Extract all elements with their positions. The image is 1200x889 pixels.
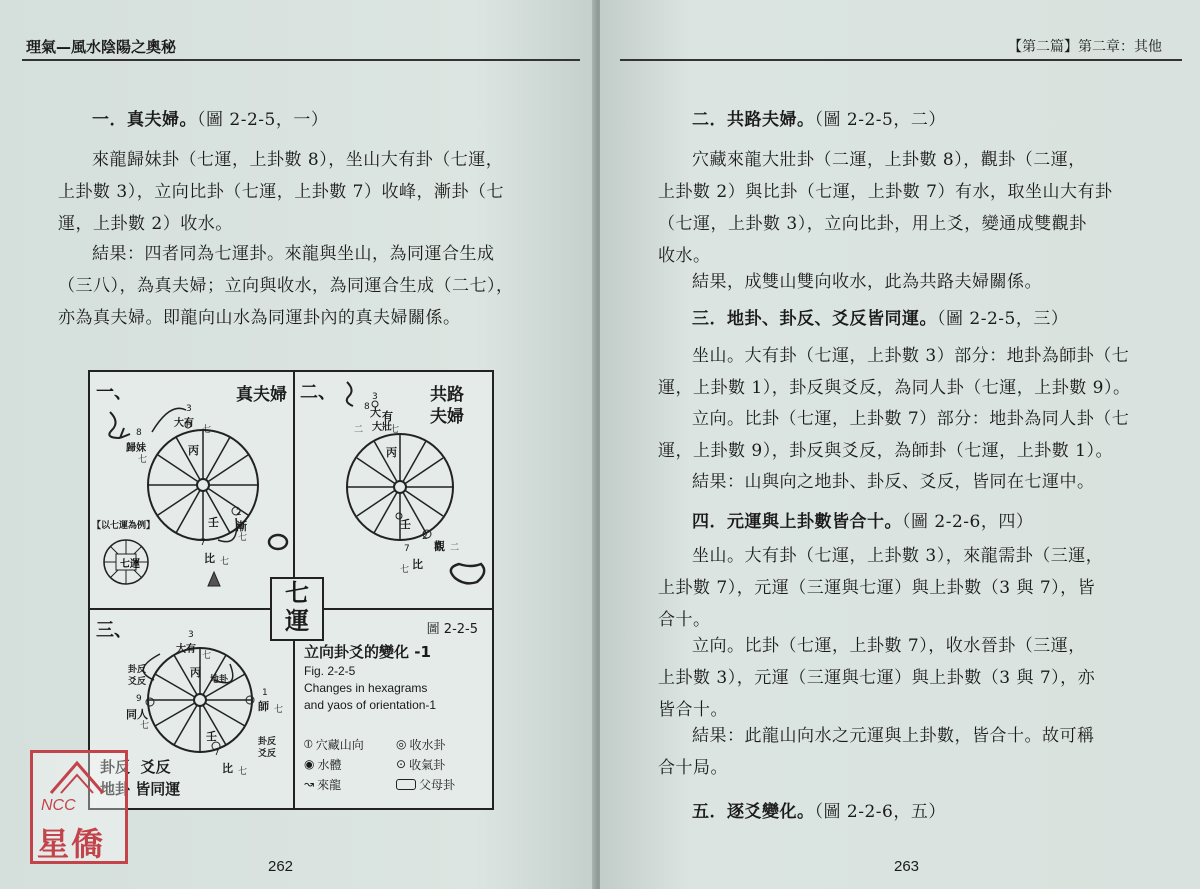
caption-number: 圖 2-2-5 (426, 622, 478, 637)
heading-ref: （圖 2-2-5，一） (197, 110, 329, 130)
label: 3 (188, 630, 194, 640)
label: 七 (140, 721, 150, 731)
label: 觀 (434, 540, 445, 553)
label: 3 (186, 404, 192, 414)
para-4b (658, 630, 1168, 726)
section-heading-2 (658, 104, 1168, 136)
label: 七 (400, 565, 410, 575)
text-line: （三八），為真夫婦；立向與收水，為同運合生成（二七）， (58, 276, 514, 296)
left-para-2 (58, 238, 558, 334)
label: 丙 (188, 444, 199, 457)
text-line: （七運，上卦數 3），立向比卦，用上爻，變通成雙觀卦 (658, 214, 1087, 234)
q2-compass-diagram (295, 372, 492, 608)
qi-receive-icon: ⊙ (396, 757, 407, 771)
text-line: 運，上卦數 2）收水。 (58, 214, 233, 234)
label: 師 (258, 700, 269, 713)
stamp-text: 星僑 (37, 825, 106, 863)
inset-label: 【以七運為例】 (92, 521, 156, 531)
q3-bottom-line1: 卦反 爻反 (100, 758, 171, 776)
caption-english-1: Fig. 2-2-5 (304, 664, 356, 678)
text-line: 上卦數 3），元運（三運與七運）與上卦數（3 與 7），亦 (658, 668, 1096, 688)
label: 二 (450, 543, 460, 553)
label: 8 (364, 402, 370, 412)
right-running-head: 【第二篇】第二章：其他 (1008, 39, 1162, 55)
label: 地卦 (210, 675, 229, 685)
label: 大有 (176, 644, 196, 655)
para-3c (658, 466, 1168, 498)
text-line: 結果：山與向之地卦、卦反、爻反，皆同在七運中。 (692, 472, 1095, 492)
label: 七 (202, 651, 212, 661)
q2-title-line2: 夫婦 (430, 407, 464, 427)
legend-label: 收水卦 (409, 737, 446, 752)
text-line: 運，上卦數 1），卦反與爻反，為同人卦（七運，上卦數 9）。 (658, 378, 1131, 398)
label: 大有 (174, 418, 194, 429)
text-line: 合十。 (658, 610, 711, 630)
center-label: 七 運 (285, 579, 309, 635)
text-line: 運，上卦數 9），卦反與爻反，為師卦（七運，上卦數 1）。 (658, 441, 1113, 461)
section-heading-3 (658, 303, 1168, 335)
section-title: 三．地卦、卦反、爻反皆同運。 (692, 309, 937, 329)
label: 丙 (386, 446, 397, 459)
para-3a (658, 340, 1168, 404)
caption-english-3: and yaos of orientation-1 (304, 698, 437, 712)
ncc-watermark-stamp (30, 750, 128, 864)
para-3b (658, 403, 1168, 467)
q2-number: 二、 (300, 382, 336, 403)
left-page (0, 0, 596, 889)
label: 七 (390, 425, 400, 435)
text-line: 坐山。大有卦（七運，上卦數 3），來龍需卦（三運， (692, 546, 1104, 566)
q3-bottom-line2: 地卦 皆同運 (100, 780, 181, 798)
q1-number: 一、 (96, 382, 132, 403)
figure-caption (304, 618, 484, 713)
label: 爻反 (128, 677, 147, 687)
label: 七 (202, 425, 212, 435)
text-line: 亦為真夫婦。即龍向山水為同運卦內的真夫婦關係。 (58, 308, 461, 328)
section-ref: （圖 2-2-5，三） (937, 309, 1069, 329)
figure-2-2-5 (88, 370, 494, 810)
legend-label: 收氣卦 (409, 757, 446, 772)
label: 2 (236, 508, 242, 518)
label: 9 (136, 694, 142, 704)
label: 1 (262, 688, 268, 698)
legend-label: 穴藏山向 (315, 737, 364, 752)
label: 壬 (206, 730, 217, 743)
label: 大壯 (372, 422, 392, 433)
water-body-icon: ◉ (304, 757, 315, 771)
section-heading-4 (658, 506, 1168, 538)
label: 丙 (190, 666, 201, 679)
label: 二 (354, 425, 364, 435)
text-line: 上卦數 3），立向比卦（七運，上卦數 7）收峰，漸卦（七 (58, 182, 504, 202)
label: 七 (238, 533, 248, 543)
label: 七 (274, 705, 284, 715)
label: 卦反 (258, 737, 277, 747)
label: 卦反 (128, 665, 147, 675)
label: 歸妹 (126, 443, 146, 454)
water-receive-icon: ◎ (396, 737, 407, 751)
section-ref: （圖 2-2-6，五） (814, 802, 946, 822)
label: 七 (238, 767, 248, 777)
text-line: 結果：四者同為七運卦。來龍與坐山，為同運合生成 (92, 244, 495, 264)
left-header-rule (22, 59, 580, 61)
q1-title: 真夫婦 (236, 385, 287, 405)
label: 大 (370, 406, 381, 419)
section-ref: （圖 2-2-5，二） (814, 110, 946, 130)
section-title: 四．元運與上卦數皆合十。 (692, 512, 902, 532)
section-title: 二．共路夫婦。 (692, 110, 815, 130)
svg-text:七運: 七運 (120, 559, 140, 570)
label: 比 (222, 762, 233, 775)
label: 有 (382, 410, 393, 423)
label: 七 (138, 455, 148, 465)
legend-label: 水體 (317, 757, 342, 772)
section-ref: （圖 2-2-6，四） (902, 512, 1034, 532)
q2-title-line1: 共路 (430, 385, 464, 405)
dragon-arrow-icon: ↝ (304, 777, 315, 791)
left-heading-1 (58, 104, 558, 136)
label: 壬 (400, 518, 411, 531)
label: 七 (220, 557, 230, 567)
caption-chinese: 立向卦爻的變化 -1 (304, 643, 431, 661)
inset-compass-diagram (96, 532, 156, 592)
text-line: 來龍歸妹卦（七運，上卦數 8），坐山大有卦（七運， (92, 150, 504, 170)
left-running-head: 理氣—風水陰陽之奧秘 (26, 38, 177, 56)
figure-legend (304, 734, 488, 794)
para-2a (658, 144, 1168, 272)
label: 3 (372, 392, 378, 402)
label: 壬 (208, 516, 219, 529)
label: 爻反 (258, 749, 277, 759)
text-line: 結果：此龍山向水之元運與上卦數，皆合十。故可稱 (692, 726, 1095, 746)
label: 比 (412, 558, 423, 571)
right-header-rule (620, 59, 1182, 61)
para-2b (658, 266, 1168, 298)
label: 同人 (126, 708, 148, 721)
stamp-ncc: NCC (41, 797, 76, 814)
heading-zhen-fufu: 一．真夫婦。 (92, 110, 197, 130)
para-4a (658, 540, 1168, 636)
label: 8 (136, 428, 142, 438)
label: 7 (214, 748, 220, 758)
text-line: 坐山。大有卦（七運，上卦數 3）部分：地卦為師卦（七 (692, 346, 1130, 366)
left-page-number: 262 (268, 858, 294, 875)
q3-number: 三、 (96, 620, 132, 641)
left-para-1 (58, 144, 558, 240)
section-heading-5 (658, 796, 1168, 828)
label: 7 (404, 544, 410, 554)
label: 漸 (236, 520, 247, 533)
text-line: 結果，成雙山雙向收水，此為共路夫婦關係。 (692, 272, 1042, 292)
section-title: 五．逐爻變化。 (692, 802, 815, 822)
stamp-roof-icon (47, 759, 107, 795)
text-line: 皆合十。 (658, 700, 728, 720)
text-line: 上卦數 2）與比卦（七運，上卦數 7）有水，取坐山大有卦 (658, 182, 1113, 202)
right-page (600, 0, 1200, 889)
text-line: 上卦數 7），元運（三運與七運）與上卦數（3 與 7），皆 (658, 578, 1096, 598)
hidden-mountain-icon: ⦶ (304, 736, 313, 751)
label: 2 (422, 532, 428, 542)
text-line: 立向。比卦（七運，上卦數 7），收水晉卦（三運， (692, 636, 1086, 656)
text-line: 立向。比卦（七運，上卦數 7）部分：地卦為同人卦（七 (692, 409, 1130, 429)
text-line: 收水。 (658, 246, 711, 266)
legend-label: 來龍 (317, 777, 342, 792)
label: 7 (200, 538, 206, 548)
para-4c (658, 720, 1168, 784)
text-line: 穴藏來龍大壯卦（二運，上卦數 8），觀卦（二運， (692, 150, 1086, 170)
caption-english-2: Changes in hexagrams (304, 681, 428, 695)
legend-label: 父母卦 (419, 777, 456, 792)
parent-gua-icon (396, 779, 416, 790)
right-page-number: 263 (894, 858, 920, 875)
text-line: 合十局。 (658, 758, 728, 778)
label: 比 (204, 552, 215, 565)
